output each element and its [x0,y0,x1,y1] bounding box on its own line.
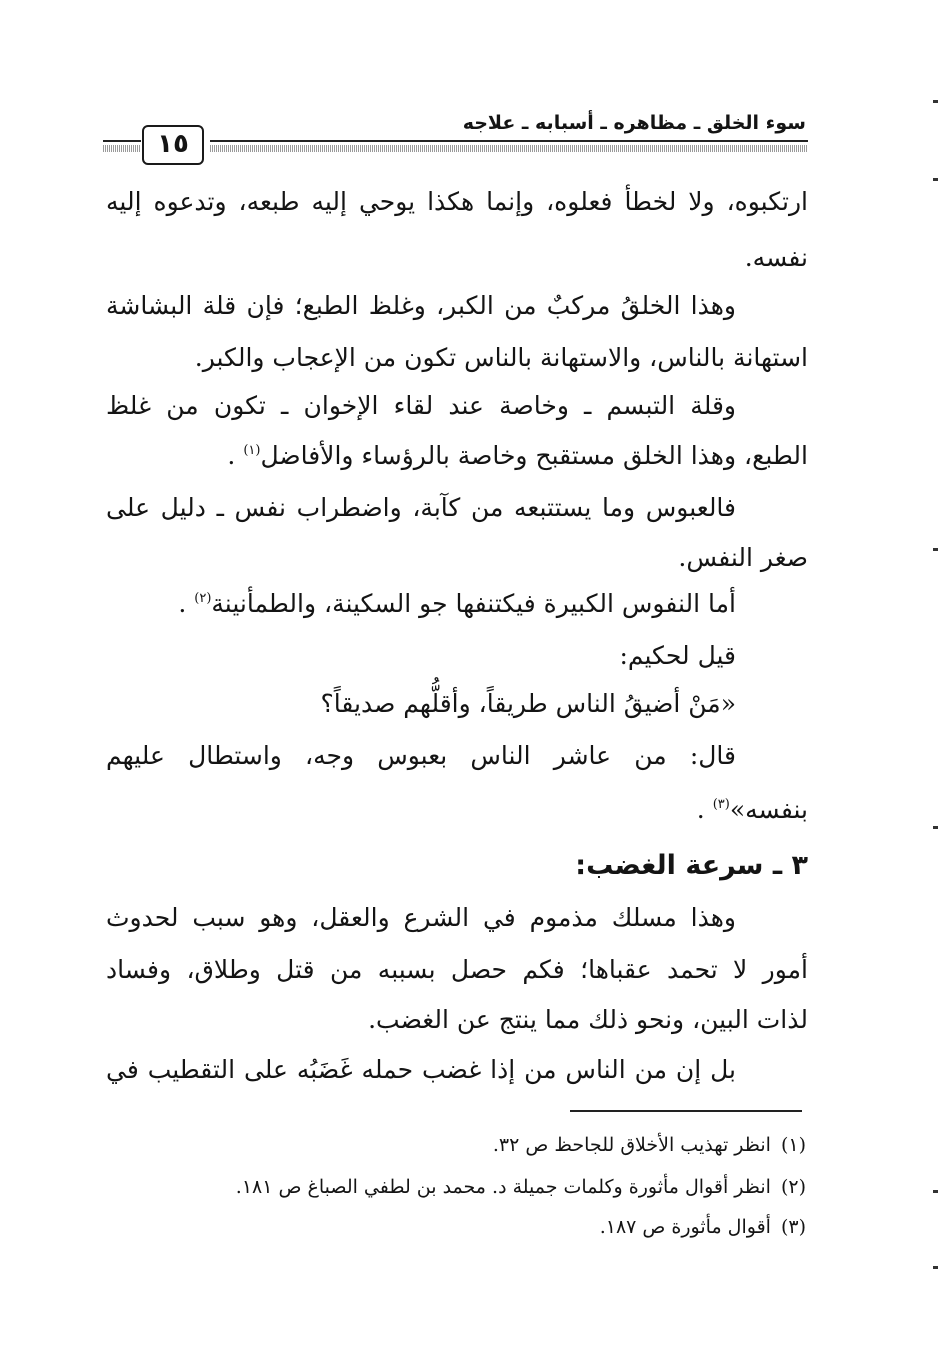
footnote-number: (٢) [780,1176,806,1198]
header-hatch-band [210,145,808,152]
scan-margin-mark [933,548,938,551]
footnote [600,1212,806,1242]
section-heading: ٣ ـ سرعة الغضب: [575,850,808,881]
body-line: استهانة بالناس، والاستهانة بالناس تكون من الإعجاب والكبر. [194,343,808,372]
body-line: الطبع، وهذا الخلق مستقبح وخاصة بالرؤساء والأفاضل$^{(١)}$ . [227,441,808,470]
footnote-text: أقوال مأثورة ص ١٨٧. [599,1216,771,1238]
body-line: بنفسه»$^{(٣)}$ . [696,795,808,824]
page-number-box [142,125,204,165]
section-line: لذات البين، ونحو ذلك مما ينتج عن الغضب. [368,1005,808,1034]
body-line: قيل لحكيم: [619,641,736,670]
running-header-title: سوء الخلق ـ مظاهره ـ أسبابه ـ علاجه [462,112,806,134]
footnote-number: (٣) [780,1216,806,1238]
scan-margin-mark [933,100,938,103]
footnote-ref-2: (٢) [194,591,212,606]
scan-margin-mark [933,826,938,829]
body-line: ارتكبوه، ولا لخطأ فعلوه، وإنما هكذا يوحي إليه طبعه، وتدعوه إليه [106,187,808,216]
body-line: أما النفوس الكبيرة فيكتنفها جو السكينة، والطمأنينة$^{(٢)}$ . [178,589,736,618]
footnote-separator [570,1110,802,1112]
body-line: فالعبوس وما يستتبعه من كآبة، واضطراب نفس ـ دليل على [106,493,736,522]
section-line: أمور لا تحمد عقباها؛ فكم حصل بسببه من قتل وطلاق، وفساد [106,955,808,984]
footnote-number: (١) [780,1134,806,1156]
footnote-text: انظر أقوال مأثورة وكلمات جميلة د. محمد بن لطفي الصباغ ص ١٨١. [235,1176,771,1198]
body-line: قال: من عاشر الناس بعبوس وجه، واستطال عليهم [106,741,736,770]
scan-margin-mark [933,178,938,181]
footnote-ref-1: (١) [243,443,261,458]
footnote-text: انظر تهذيب الأخلاق للجاحظ ص ٣٢. [492,1134,771,1156]
footnote-ref-3: (٣) [712,797,730,812]
footnote [236,1172,806,1202]
header-hatch-left [103,145,141,152]
body-line: وهذا الخلقُ مركبٌ من الكبر، وغلظ الطبع؛ فإن قلة البشاشة [106,291,736,320]
body-line: وقلة التبسم ـ وخاصة عند لقاء الإخوان ـ تكون من غلظ [106,391,736,420]
header-rule [210,140,808,142]
section-line: بل إن من الناس من إذا غضب حمله غَضَبُه على التقطيب في [106,1055,736,1084]
body-line: «مَنْ أضيقُ الناس طريقاً، وأقلُّهم صديقاً؟ [320,689,736,718]
footnote [493,1130,806,1160]
page-number: ١٥ [157,129,189,159]
section-line: وهذا مسلك مذموم في الشرع والعقل، وهو سبب لحدوث [106,903,736,932]
header-rule-left [103,140,141,142]
body-line: صغر النفس. [678,543,808,572]
scan-margin-mark [933,1190,938,1193]
scan-margin-mark [933,1266,938,1269]
body-line: نفسه. [744,243,808,272]
